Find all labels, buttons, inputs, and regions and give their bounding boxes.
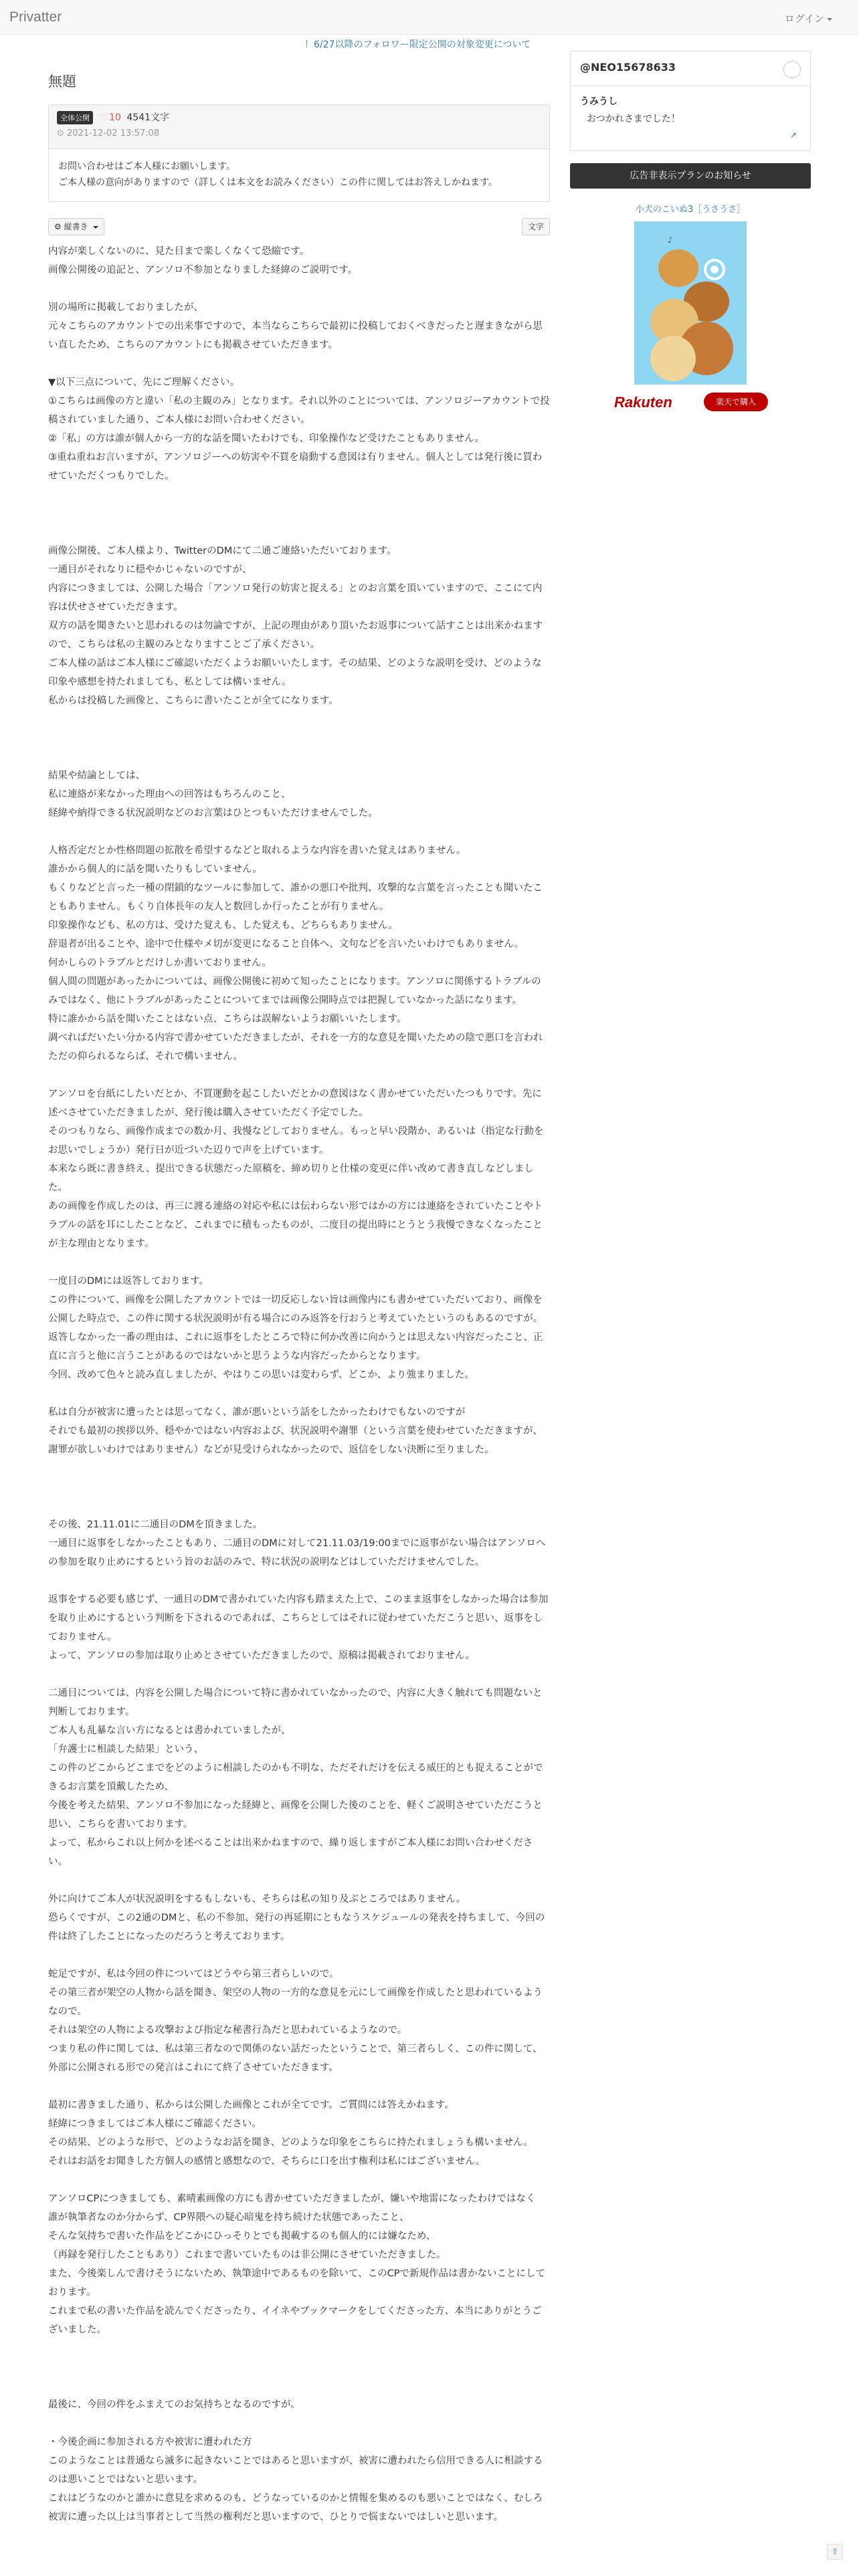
blank-line	[48, 1253, 550, 1272]
body-paragraph: この件について、画像を公開したアカウントでは一切反応しない旨は画像内にも書かせていただいており、画像を公開した時点で、この件に関する状況説明が有る場合にのみ返答を行おうと考えていたというのもあるのですが。	[48, 1295, 543, 1324]
body-paragraph: 経緯や納得できる状況説明などのお言葉はひとつもいただけませんでした。	[48, 808, 378, 819]
body-paragraph: 私に連絡が来なかった理由への回答はもちろんのこと、	[48, 789, 291, 800]
like-count: 10	[109, 112, 121, 123]
body-paragraph: 結果や結論としては、	[48, 770, 145, 781]
body-paragraph: アンソロCPにつきましても、素晴素画像の方にも書かせていただきましたが、嫌いや地雷になったわけではなく	[48, 2193, 536, 2204]
post-caption	[49, 149, 549, 201]
body-paragraph: 一通目がそれなりに穏やかじゃないのですが、	[48, 564, 252, 575]
body-paragraph: 画像公開後、ご本人様より、TwitterのDMにて二通ご連絡いただいております。	[48, 546, 397, 556]
body-paragraph: 双方の話を聞きたいと思われるのは勿論ですが、上記の理由があり頂いたお返事について話すことは出来かねますので、こちらは私の主観のみとなりますことご了承ください。	[48, 621, 543, 650]
body-paragraph: 別の場所に掲載しておりましたが、	[48, 302, 203, 313]
blank-line	[48, 2414, 550, 2433]
body-paragraph: 返答しなかった一番の理由は、これに返事をしたところで特に何か改善に向かうとは思えない内容だったこと、正直に言うと他に言うことがあるのではないかと思うような内容だったからとなります。	[48, 1332, 543, 1362]
body-paragraph: 私からは投稿した画像と、こちらに書いたことが全てになります。	[48, 695, 339, 706]
body-paragraph: つまり私の件に関しては、私は第三者なので関係のない話だったということで、第三者らしく、この件に関して、外部に公開される形での発言はこれにて終了させていただきます。	[48, 2044, 543, 2073]
body-paragraph: 特に誰かから話を聞いたことはない点、こちらは誤解ないようお願いいたします。	[48, 1014, 407, 1025]
rakuten-row	[570, 390, 811, 414]
body-paragraph: ご本人様の話はご本人様にご確認いただくようお願いいたします。その結果、どのような説明を受け、どのような印象や感想を持たれましても、私としては構いません。	[48, 658, 542, 687]
caret-down-icon	[93, 226, 98, 229]
body-paragraph: その後、21.11.01に二通目のDMを頂きました。	[48, 1519, 263, 1530]
body-paragraph: その結果、どのような形で、どのようなお話を聞き、どのような印象をこちらに持たれましょうも構いません。	[48, 2137, 533, 2148]
body-paragraph: もくりなどと言った一種の閉鎖的なツールに参加して、誰かの悪口や批判、攻撃的な言葉を言ったことも聞いたこともありません。もくり自体長年の友人と数回しか行ったことが有りません。	[48, 883, 543, 912]
blank-line	[48, 523, 550, 542]
body-paragraph: 最初に書きました通り、私からは公開した画像とこれが全てです。ご質問には答えかねます。	[48, 2100, 454, 2111]
sidebar	[570, 51, 811, 414]
comment-author: うみうし	[580, 96, 617, 107]
body-paragraph: 最後に、今回の件をふまえてのお気持ちとなるのですが。	[48, 2399, 300, 2410]
user-id[interactable]: @NEO15678633	[571, 51, 810, 86]
body-paragraph: 個人間の問題があったかについては、画像公開後に初めて知ったことになります。アンソロに関係するトラブルのみではなく、他にトラブルがあったことについてまでは画像公開時点では把握していなかった話になります。	[48, 976, 541, 1006]
body-paragraph: 何かしらのトラブルとだけしか書いておりません。	[48, 958, 272, 968]
body-paragraph: 一通目に返事をしなかったこともあり、二通目のDMに対して21.11.03/19:00までに返事がない場合はアンソロへの参加を取り止めにするという旨のお話のみで、特に状況の説明などはしていただけませんでした。	[48, 1538, 546, 1568]
body-paragraph: そんな気持ちで書いた作品をどこかにひっそりとでも掲載するのも個人的には嫌なため、	[48, 2231, 436, 2242]
char-count: 4541文字	[126, 112, 170, 123]
body-paragraph: 返事をする必要も感じず、一通目のDMで書かれていた内容も踏まえた上で、このまま返事をしなかった場合は参加を取り止めにするという判断を下されるのであれば、こちらとしてはそれに従わせていただこうと思い、返事をしておりません。	[48, 1594, 549, 1642]
blank-line	[48, 1665, 550, 1684]
ad-product-image[interactable]	[634, 221, 747, 385]
body-paragraph: ②「私」の方は誰が個人から一方的な話を聞いたわけでも、印象操作など受けたこともありません。	[48, 433, 484, 444]
post-meta	[49, 105, 549, 149]
visibility-badge: 全体公開	[57, 111, 93, 124]
reading-toolbar	[48, 218, 550, 237]
follow-icon[interactable]	[783, 61, 801, 78]
body-paragraph: その第三者が架空の人物から話を聞き、架空の人物の一方的な意見を元にして画像を作成したと思われているようなので。	[48, 1988, 543, 2017]
post-date: ⊙ 2021-12-02 13:57:08	[57, 128, 160, 138]
dog-illustration-icon	[634, 221, 747, 385]
body-paragraph: よって、私からこれ以上何かを述べることは出来かねますので、繰り返しますがご本人様にお問い合わせください。	[48, 1838, 533, 1867]
svg-text:♪: ♪	[668, 235, 673, 245]
blank-line	[48, 1572, 550, 1590]
login-label: ログイン	[784, 13, 824, 25]
body-paragraph: 画像公開後の追記と、アンソロ不参加となりました経緯のご説明です。	[48, 265, 358, 276]
external-link-icon[interactable]: ↗	[789, 130, 797, 140]
blank-line	[48, 2358, 550, 2377]
caret-down-icon	[827, 18, 832, 21]
body-paragraph: 二通目については、内容を公開した場合について特に書かれていなかったので、内容に大きく触れても問題ないと判断しております。	[48, 1688, 543, 1717]
brand-logo[interactable]: Privatter	[9, 9, 62, 25]
body-paragraph: 調べればだいたい分かる内容で書かせていただきましたが、それを一方的な意見を聞いたための陰で悪口を言われただの仰られるならば、それで構いません。	[48, 1033, 543, 1062]
body-paragraph: 経緯につきましてはご本人様にご確認ください。	[48, 2119, 262, 2129]
blank-line	[48, 504, 550, 523]
body-paragraph: それは架空の人物による攻撃および指定な秘書行為だと思われているようなので。	[48, 2025, 407, 2036]
buy-on-rakuten-button[interactable]: 楽天で購入	[704, 393, 768, 411]
body-paragraph: この件のどこからどこまでをどのように相談したのかも不明な、ただそれだけを伝える威圧的とも捉えることができるお言葉を頂戴したため、	[48, 1763, 543, 1792]
body-paragraph: 辞退者が出ることや、途中で仕様やメ切が変更になること自体へ、文句などを言いたいわけでもありません。	[48, 939, 524, 950]
vertical-writing-label: ⚙ 縦書き	[54, 222, 88, 231]
body-paragraph: 人格否定だとか性格問題の拡散を希望するなどと取れるような内容を書いた覚えはありません。	[48, 845, 466, 856]
comment-text: おつかれさまでした！	[587, 114, 680, 124]
body-paragraph: アンソロを台紙にしたいだとか、不買運動を起こしたいだとかの意図はなく書かせていただいたつもりです。先に述べさせていただきましたが、発行後は購入させていただく予定でした。	[48, 1089, 542, 1118]
blank-line	[48, 823, 550, 841]
body-paragraph: 今回、改めて色々と読み直しましたが、やはりこの思いは変わらず、どこか、より強まりました。	[48, 1370, 474, 1380]
post-info-panel	[48, 104, 550, 202]
body-paragraph: ・今後企画に参加される方や被害に遭われた方	[48, 2437, 252, 2448]
blank-line	[48, 1384, 550, 1403]
blank-line	[48, 1066, 550, 1085]
body-paragraph: ③重ね重ねお言いますが、アンソロジーへの妨害や不買を扇動する意図は有りません。個人としては発行後に買わせていただくつもりでした。	[48, 452, 543, 481]
body-paragraph: 私は自分が被害に遭ったとは思ってなく、誰が悪いという話をしたかったわけでもないのですが	[48, 1407, 466, 1418]
page-title: 無題	[48, 74, 76, 90]
post-body	[48, 242, 550, 2527]
body-paragraph: 「弁護士に相談した結果」という、	[48, 1744, 203, 1755]
navbar	[0, 0, 859, 35]
body-paragraph: これまで私の書いた作品を読んでくださったり、イイネやブックマークをしてくださった方、本当にありがとうございました。	[48, 2306, 542, 2335]
body-paragraph: よって、アンソロの参加は取り止めとさせていただきましたので、原稿は掲載されておりません。	[48, 1650, 475, 1661]
blank-line	[48, 280, 550, 298]
blank-line	[48, 486, 550, 504]
blank-line	[48, 354, 550, 373]
notice-link[interactable]: ！6/27以降のフォロワー限定公開の対象変更について	[304, 39, 531, 50]
comment-area	[571, 86, 810, 133]
body-paragraph: （再録を発行したこともあり）これまで書いていたものは非公開にさせていただきました。	[48, 2250, 446, 2260]
blank-line	[48, 748, 550, 766]
body-paragraph: 元々こちらのアカウントでの出来事ですので、本当ならこちらで最初に投稿しておくべきだったと遅まきながら思い直したため、こちらのアカウントにも掲載させていただきます。	[48, 321, 543, 350]
body-paragraph: あの画像を作成したのは、再三に渡る連絡の対応や私には伝わらない形ではかの方には連絡をされていたことやトラブルの話を耳にしたことなど、これまでに積もったものが、二度目の提出時にとうとう我慢できなくなったことが主な理由となります。	[48, 1201, 543, 1249]
blank-line	[48, 1459, 550, 1478]
body-paragraph: 蛇足ですが、私は今回の件についてはどうやら第三者らしいので。	[48, 1969, 339, 1979]
ad-free-plan-button[interactable]: 広告非表示プランのお知らせ	[570, 163, 811, 189]
body-paragraph: それはお話をお聞きした方個人の感情と感想なので、そちらに口を出す権利は私にはございません。	[48, 2156, 486, 2167]
body-paragraph: 印象操作なども、私の方は、受けた覚えも、した覚えも、どちらもありません。	[48, 920, 398, 931]
vertical-writing-button[interactable]	[48, 218, 104, 235]
blank-line	[48, 2077, 550, 2096]
ad-product-link[interactable]: 小犬のこいぬ3［うさうさ］	[635, 205, 746, 215]
body-paragraph: それでも最初の挨拶以外、穏やかではない内容および、状況説明や謝罪（という言葉を使わせていただきますが、謝罪が欲しいわけではありません）などが見受けられなかったので、返信をしない決断に至りました。	[48, 1426, 543, 1455]
blank-line	[48, 2339, 550, 2358]
body-paragraph: これはどうなのかと誰かに意見を求めるのも、どうなっているのかと情報を集めるのも悪いことではなく、むしろ被害に遭った以上は当事者として当然の権利だと思いますので、ひとりで悩まないではしいと思います。	[48, 2493, 543, 2523]
blank-line	[48, 729, 550, 748]
body-paragraph: そのつもりなら、画像作成までの数か月、我慢などしておりません。もっと早い段階か、あるいは（指定な行動をお思いでしょうか）発行日が近づいた辺りで声を上げています。	[48, 1126, 544, 1156]
body-paragraph: ①こちらは画像の方と違い「私の主観のみ」となります。それ以外のことについては、アンソロジーアカウントで投稿されていました通り、ご本人様にお問い合わせください。	[48, 396, 550, 425]
body-paragraph: このようなことは普通なら滅多に起きないことではあると思いますが、被害に遭われたら信用できる人に相談するのは悪いことではないと思います。	[48, 2456, 543, 2485]
body-paragraph: 本来なら既に書き終え、提出できる状態だった原稿を、締め切りと仕様の変更に伴い改めて書き直しなどしました。	[48, 1164, 534, 1193]
blank-line	[48, 1497, 550, 1515]
body-paragraph: 誰が執筆者なのか分からず、CP界隈への疑心暗鬼を持ち続けた状態であったこと、	[48, 2212, 409, 2223]
body-paragraph: 内容が楽しくないのに、見た目まで楽しくなくて恐縮です。	[48, 246, 310, 257]
caption-line: ご本人様の意向がありますので（詳しくは本文をお読みください）この件に関してはお答えしかねます。	[58, 177, 498, 188]
login-dropdown[interactable]	[785, 11, 832, 25]
blank-line	[48, 1946, 550, 1965]
blank-line	[48, 2377, 550, 2395]
body-paragraph: 内容につきましては、公開した場合「アンソロ発行の妨害と捉える」とのお言葉を頂いていますので、ここにて内容は伏せさせていただきます。	[48, 583, 543, 613]
main-content	[48, 67, 550, 2527]
body-paragraph: また、今後楽しんで書けそうにないため、執筆途中であるものを除いて、このCPで新規作品は書かないことにしております。	[48, 2268, 545, 2298]
blank-line	[48, 710, 550, 729]
blank-line	[48, 1871, 550, 1890]
heart-icon[interactable]: ♡	[100, 113, 108, 123]
blank-line	[48, 1478, 550, 1497]
body-paragraph: 誰かから個人的に話を聞いたりもしていません。	[48, 864, 262, 875]
body-paragraph: ご本人も乱暴な言い方になるとは書かれていましたが、	[48, 1725, 291, 1736]
scroll-to-top-icon[interactable]: ⇧	[827, 2544, 843, 2560]
body-paragraph: 恐らくですが、この2通のDMと、私の不参加、発行の再延期にともなうスケジュールの発表を持ちまして、今回の件は終了したことになったのだろうと考えております。	[48, 1913, 545, 1942]
body-paragraph: 一度目のDMには返答しております。	[48, 1276, 209, 1287]
blank-line	[48, 2171, 550, 2189]
font-size-button[interactable]: 文字	[522, 218, 550, 235]
user-card	[570, 51, 811, 151]
body-paragraph: ▼以下三点について、先にご理解ください。	[48, 377, 240, 388]
rakuten-logo: Rakuten	[614, 394, 672, 411]
caption-line: お問い合わせはご本人様にお願いします。	[58, 161, 235, 172]
body-paragraph: 今後を考えた結果、アンソロ不参加になった経緯と、画像を公開した後のことを、軽くご説明させていただこうと思い、こちらを書いております。	[48, 1800, 543, 1830]
body-paragraph: 外に向けてご本人が状況説明をするもしないも、そちらは私の知り及ぶところではありません。	[48, 1894, 466, 1905]
